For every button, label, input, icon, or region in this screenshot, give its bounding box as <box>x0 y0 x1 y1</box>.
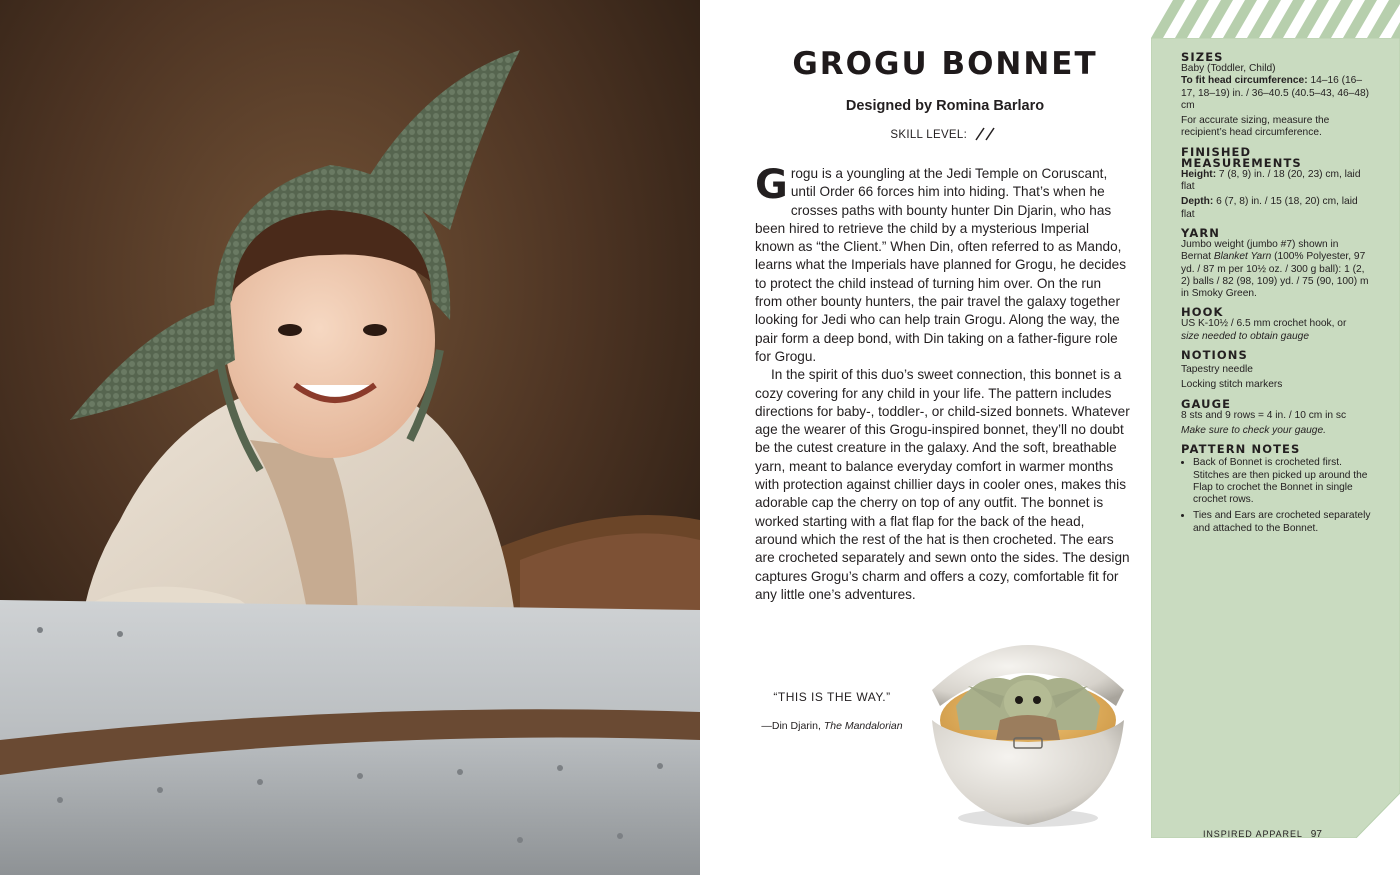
finished-height: Height: 7 (8, 9) in. / 18 (20, 23) cm, laid flat <box>1181 168 1361 193</box>
pull-quote <box>742 690 922 732</box>
yarn-heading: YARN <box>1181 225 1221 240</box>
footer-section: INSPIRED APPAREL <box>1203 829 1303 839</box>
drop-cap: G <box>755 162 788 208</box>
intro-paragraph-2: In the spirit of this duo’s sweet connection, this bonnet is a cozy covering for any child in your life. The pattern includes directions for baby-, toddler-, or child-sized bonnets. Whatever age the wearer of this Grogu-inspired bonnet, they’ll no doubt be the cutest creature in the galaxy. And the soft, breathable yarn, meant to balance everyday comfort in warmer months with protection against chillier days in cooler ones, makes this adorable cap the cherry on top of any outfit. The bonnet is worked starting with a flat flap for the back of the head, around which the rest of the hat is then crocheted. The ears are crocheted separately and sewn onto the sides. The design captures Grogu’s charm and offers a cozy, comfortable fit for any little one’s adventures. <box>755 367 1130 602</box>
gauge-heading: GAUGE <box>1181 396 1232 411</box>
notions-heading: NOTIONS <box>1181 348 1248 363</box>
notion-item: Locking stitch markers <box>1181 379 1283 391</box>
sizes-note: For accurate sizing, measure the recipient’s head circumference. <box>1181 115 1330 139</box>
page-number: 97 <box>1310 829 1322 840</box>
pattern-note-item: • Ties and Ears are crocheted separately and attached to the Bonnet. <box>1193 510 1371 535</box>
intro-text <box>755 162 1130 604</box>
hook-line: US K-10½ / 6.5 mm crochet hook, or <box>1181 318 1347 330</box>
pattern-sidebar <box>1181 52 1371 539</box>
gauge-line: 8 sts and 9 rows = 4 in. / 10 cm in sc <box>1181 409 1347 421</box>
skill-slash-icon <box>974 127 1000 141</box>
gauge-note: Make sure to check your gauge. <box>1181 424 1326 436</box>
pattern-notes-heading: PATTERN NOTES <box>1181 442 1301 457</box>
page-title: GROGU BONNET <box>792 46 1098 82</box>
page-footer <box>1203 829 1322 840</box>
skill-level-label: SKILL LEVEL: <box>890 129 968 141</box>
finished-depth: Depth: 6 (7, 8) in. / 15 (18, 20) cm, laid flat <box>1181 196 1358 220</box>
finished-heading: FINISHED MEASUREMENTS <box>1181 144 1302 170</box>
designer-credit: Designed by Romina Barlaro <box>845 98 1045 114</box>
head-circumference: To fit head circumference: 14–16 (16–17, 18–19) in. / 36–40.5 (40.5–43, 46–48) cm <box>1181 75 1370 111</box>
hook-heading: HOOK <box>1181 305 1224 320</box>
intro-paragraph-1: Grogu is a youngling at the Jedi Temple on Coruscant, until Order 66 forces him into hiding. That’s when he crosses paths with bounty hunter Din Djarin, who has been hired to retrieve the child by a mysterious Imperial known as “the Client.” When Din, often referred to as Mando, learns what the Imperials have planned for Grogu, he decides to protect the child instead of turning him over. On the run from other bounty hunters, the pair travel the galaxy together looking for Jedi who can help train Grogu. Along the way, the pair form a deep bond, with Din taking on a father-figure role for Grogu. <box>755 162 1127 364</box>
quote-text: “THIS IS THE WAY.” <box>773 690 891 704</box>
sizes-line: Baby (Toddler, Child) <box>1181 63 1276 74</box>
hook-note: size needed to obtain gauge <box>1181 330 1310 342</box>
pod-illustration <box>920 610 1140 840</box>
pattern-notes-list <box>1181 457 1371 535</box>
quote-attribution: —Din Djarin, The Mandalorian <box>761 720 903 732</box>
pattern-note-item: • Back of Bonnet is crocheted first. Stitches are then picked up around the Flap to crochet the Bonnet in single crochet rows. <box>1193 457 1371 506</box>
skill-level <box>755 127 1135 141</box>
yarn-text: Jumbo weight (jumbo #7) shown in Bernat Blanket Yarn (100% Polyester, 97 yd. / 87 m per 10½ oz. / 300 g ball): 1 (2, 2) balls / 82 (98, 109) yd. / 75 (90, 100) m in Smoky Green. <box>1181 238 1369 300</box>
notion-item: Tapestry needle <box>1181 364 1253 376</box>
stripe-band <box>1151 0 1400 38</box>
sizes-heading: SIZES <box>1181 50 1224 64</box>
